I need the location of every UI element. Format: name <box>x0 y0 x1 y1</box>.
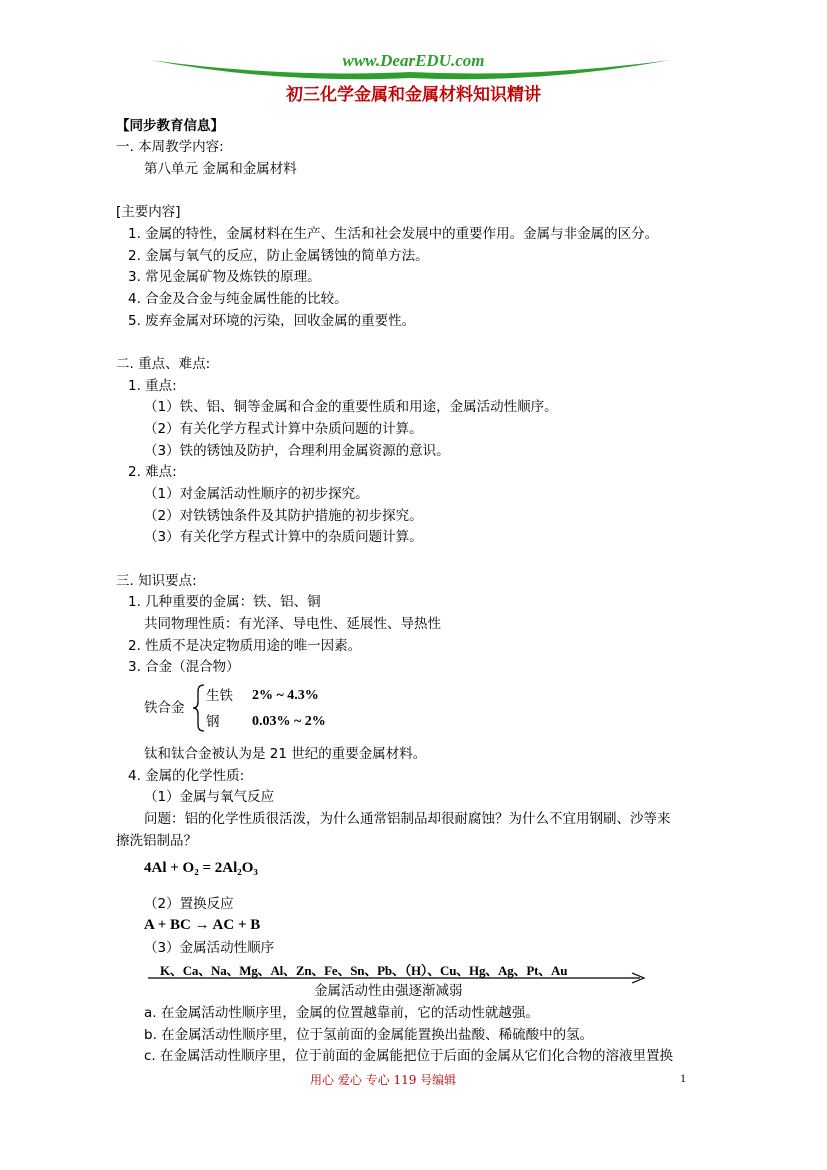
equation-displacement: A + BC → AC + B <box>144 917 261 933</box>
section2-heading: 二. 重点、难点: <box>116 356 211 372</box>
activity-series-heading: （3）金属活动性顺序 <box>144 940 275 956</box>
titanium-note: 钛和钛合金被认为是 21 世纪的重要金属材料。 <box>144 746 427 762</box>
knowledge-point-4: 4. 金属的化学性质: <box>128 768 245 784</box>
common-properties: 共同物理性质：有光泽、导电性、延展性、导热性 <box>144 616 441 632</box>
section3-heading: 三. 知识要点: <box>116 573 197 589</box>
activity-rule-a: a. 在金属活动性顺序里，金属的位置越靠前，它的活动性就越强。 <box>144 1005 539 1021</box>
page-number: 1 <box>680 1071 686 1085</box>
difficult-points-heading: 2. 难点: <box>128 464 177 480</box>
question-line-1: 问题：铝的化学性质很活泼，为什么通常铝制品却很耐腐蚀？为什么不宜用钢刷、沙等来 <box>144 811 671 827</box>
alloy-steel-range: 0.03% ~ 2% <box>252 714 326 729</box>
difficult-point-1: （1）对金属活动性顺序的初步探究。 <box>144 486 369 502</box>
key-point-1: （1）铁、铝、铜等金属和合金的重要性质和用途，金属活动性顺序。 <box>144 399 558 415</box>
alloy-label: 铁合金 <box>144 700 185 716</box>
main-item-5: 5. 废弃金属对环境的污染，回收金属的重要性。 <box>128 313 416 329</box>
key-points-heading: 1. 重点: <box>128 378 177 394</box>
alloy-brace <box>192 683 206 733</box>
alloy-steel: 钢 <box>206 714 220 730</box>
page-title: 初三化学金属和金属材料知识精讲 <box>286 85 541 105</box>
main-item-1: 1. 金属的特性，金属材料在生产、生活和社会发展中的重要作用。金属与非金属的区分。 <box>128 226 659 242</box>
difficult-point-2: （2）对铁锈蚀条件及其防护措施的初步探究。 <box>144 508 423 524</box>
sync-info-heading: 【同步教育信息】 <box>116 118 224 134</box>
difficult-point-3: （3）有关化学方程式计算中的杂质问题计算。 <box>144 529 423 545</box>
main-item-2: 2. 金属与氧气的反应，防止金属锈蚀的简单方法。 <box>128 248 429 264</box>
section1-heading: 一. 本周教学内容: <box>116 139 224 155</box>
alloy-pig-iron: 生铁 <box>206 688 233 704</box>
metal-oxygen-heading: （1）金属与氧气反应 <box>144 789 275 805</box>
question-line-2: 擦洗铝制品？ <box>116 833 197 849</box>
activity-series-caption: 金属活动性由强逐渐减弱 <box>314 983 463 999</box>
displacement-heading: （2）置换反应 <box>144 896 234 912</box>
knowledge-point-3: 3. 合金（混合物） <box>128 659 240 675</box>
unit-title: 第八单元 金属和金属材料 <box>144 161 297 177</box>
main-item-3: 3. 常见金属矿物及炼铁的原理。 <box>128 269 321 285</box>
key-point-3: （3）铁的锈蚀及防护，合理利用金属资源的意识。 <box>144 443 450 459</box>
knowledge-point-2: 2. 性质不是决定物质用途的唯一因素。 <box>128 638 362 654</box>
main-item-4: 4. 合金及合金与纯金属性能的比较。 <box>128 291 348 307</box>
knowledge-point-1: 1. 几种重要的金属：铁、铝、铜 <box>128 594 321 610</box>
equation-aluminum-oxide: 4Al + O₂ = 2Al₂O₃ <box>144 860 258 876</box>
alloy-pig-iron-range: 2% ~ 4.3% <box>252 688 319 703</box>
activity-series: K、Ca、Na、Mg、Al、Zn、Fe、Sn、Pb、（H）、Cu、Hg、Ag、Pt、Au <box>160 963 568 978</box>
main-content-heading: [主要内容] <box>116 204 181 220</box>
activity-rule-c: c. 在金属活动性顺序里，位于前面的金属能把位于后面的金属从它们化合物的溶液里置换 <box>144 1048 674 1064</box>
activity-rule-b: b. 在金属活动性顺序里，位于氢前面的金属能置换出盐酸、稀硫酸中的氢。 <box>144 1027 594 1043</box>
footer-motto: 用心 爱心 专心 119 号编辑 <box>310 1073 457 1087</box>
site-name[interactable]: www.DearEDU.com <box>342 51 485 70</box>
key-point-2: （2）有关化学方程式计算中杂质问题的计算。 <box>144 421 423 437</box>
